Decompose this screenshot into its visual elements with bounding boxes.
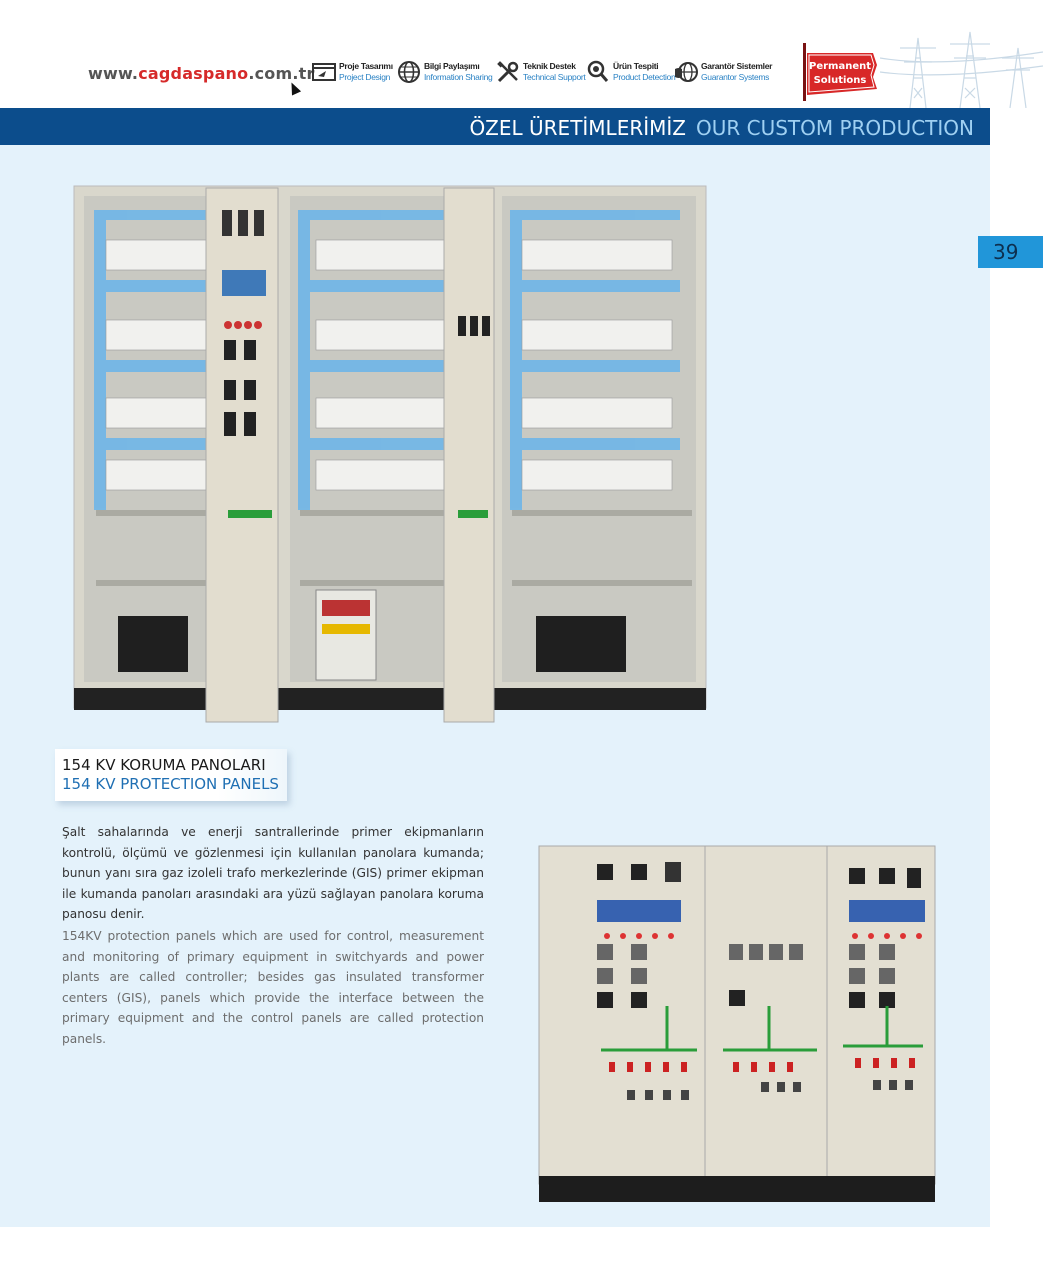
magnifier-icon xyxy=(586,60,610,84)
service-technical-support: Teknik Destek Technical Support xyxy=(496,60,585,84)
section-header-bar xyxy=(0,108,990,145)
service-project-design: Proje Tasarımı Project Design xyxy=(312,60,393,84)
service-information-sharing: Bilgi Paylaşımı Information Sharing xyxy=(397,60,492,84)
browser-design-icon xyxy=(312,60,336,84)
page-number: 39 xyxy=(978,236,1043,268)
tools-icon xyxy=(496,60,520,84)
product-title-tr: 154 KV KORUMA PANOLARI xyxy=(62,756,266,774)
product-title-box xyxy=(55,749,287,801)
globe-shield-icon xyxy=(674,60,698,84)
globe-icon xyxy=(397,60,421,84)
service-guarantor-systems: Garantör Sistemler Guarantor Systems xyxy=(674,60,772,84)
svg-text:Solutions: Solutions xyxy=(813,75,867,86)
product-description-en: 154KV protection panels which are used for control, measurement and monitoring of primary equipment in switchyards and power plants are called controller; besides gas insulated transformer centers (GIS), panels which provide the interface between the primary equipment and the control panels are called protection panels. xyxy=(62,929,484,1046)
open-protection-panels-photo xyxy=(66,180,710,724)
product-description-tr: Şalt sahalarında ve enerji santrallerinde primer ekipmanların kontrolü, ölçümü ve gözlenmesi için kullanılan panolara kumanda; bunun yanı sıra gaz izoleli trafo merkezlerinde (GIS) primer ekipman ile kumanda panoları arasındaki ara yüzü sağlayan panolara koruma panosu denir. xyxy=(62,825,484,921)
website-url[interactable]: www.cagdaspano.com.tr xyxy=(88,64,315,83)
svg-text:Permanent: Permanent xyxy=(808,61,872,72)
product-title-en: 154 KV PROTECTION PANELS xyxy=(62,775,279,793)
permanent-solutions-badge xyxy=(803,43,877,101)
section-title-en: OUR CUSTOM PRODUCTION xyxy=(695,116,974,140)
closed-protection-panels-photo xyxy=(537,836,941,1206)
section-title-tr: ÖZEL ÜRETİMLERİMİZ xyxy=(469,116,686,140)
service-product-detection: Ürün Tespiti Product Detection xyxy=(586,60,675,84)
power-pylons-decoration xyxy=(880,28,1043,108)
